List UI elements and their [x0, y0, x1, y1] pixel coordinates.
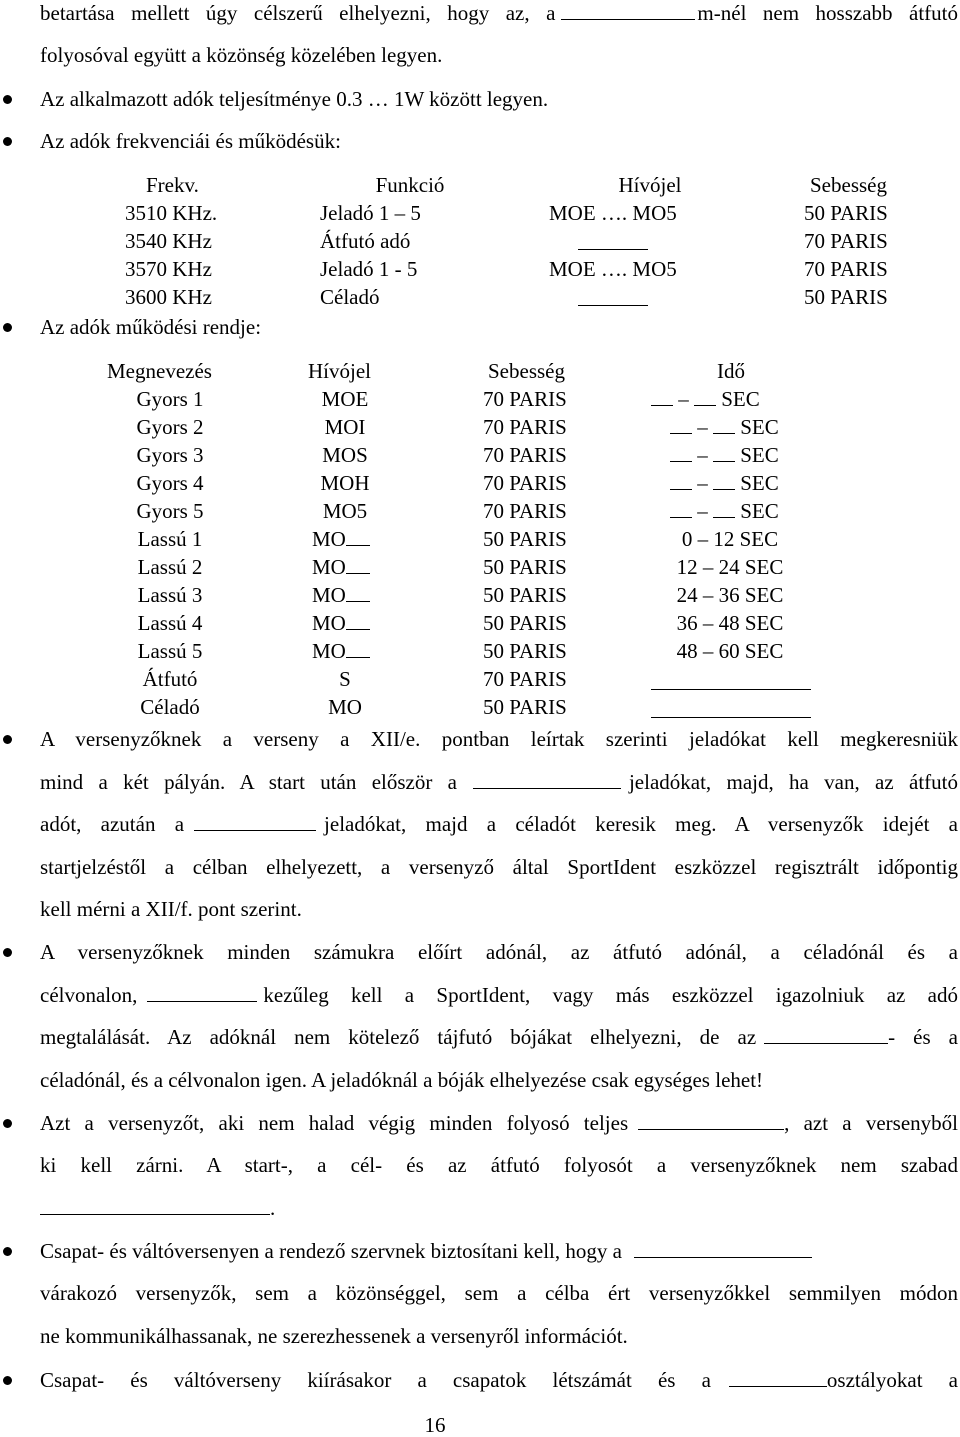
page-number: 16: [424, 1413, 446, 1437]
table-header-cell: Sebesség: [810, 173, 887, 197]
text-segment: mind a két pályán. A start után először a: [40, 770, 457, 794]
unit-text: SEC: [740, 499, 779, 523]
text-segment: jeladókat, majd a céladót keresik meg. A versenyzők idejét a: [324, 812, 958, 836]
fill-in-blank: [578, 285, 648, 306]
table-cell: 3570 KHz: [125, 257, 212, 281]
callsign-text: MO: [312, 611, 346, 635]
dash-text: –: [678, 387, 689, 411]
fill-in-blank: [638, 1111, 784, 1130]
table-cell: Céladó: [140, 695, 200, 719]
table-cell: [651, 387, 760, 411]
fill-in-blank: [346, 527, 370, 546]
dash-text: –: [697, 415, 708, 439]
bullet-icon: [3, 948, 12, 957]
fill-in-blank: [651, 387, 673, 406]
table-cell: 50 PARIS: [483, 695, 567, 719]
table-cell: 70 PARIS: [483, 387, 567, 411]
bullet-icon: [3, 137, 12, 146]
table-cell: 50 PARIS: [804, 285, 888, 309]
table-cell: Átfutó: [142, 667, 198, 691]
table-cell: Lassú 2: [137, 555, 203, 579]
text-line: céladónál, és a célvonalon igen. A jeladóknál a bóják elhelyezése csak egységes lehet!: [40, 1068, 764, 1092]
fill-in-blank: [346, 555, 370, 574]
text-segment: Csapat- és váltóversenyen a rendező szervnek biztosítani kell, hogy a: [40, 1239, 622, 1263]
table-cell: [670, 499, 779, 523]
text-segment: célvonalon,: [40, 983, 138, 1007]
table-cell: 70 PARIS: [483, 443, 567, 467]
fill-in-blank: [346, 639, 370, 658]
text-segment: jeladókat, majd, ha van, az átfutó: [628, 770, 958, 794]
fill-in-blank: [473, 770, 621, 789]
bullet-icon: [3, 1247, 12, 1256]
bullet-icon: [3, 735, 12, 744]
table-cell: MOE …. MO5: [549, 257, 677, 281]
table-cell: Gyors 1: [136, 387, 204, 411]
text-line: Az adók működési rendje:: [40, 315, 262, 339]
table-cell: Lassú 1: [137, 527, 203, 551]
fill-in-blank: [670, 443, 692, 462]
dash-text: –: [697, 471, 708, 495]
table-cell: 50 PARIS: [483, 583, 567, 607]
table-cell: MOI: [324, 415, 366, 439]
fill-in-blank: [346, 583, 370, 602]
table-cell: Gyors 5: [136, 499, 204, 523]
text-segment: osztályokat a: [826, 1368, 958, 1392]
text-line: A versenyzőknek minden számukra előírt adónál, az átfutó adónál, a céladónál és a: [40, 940, 958, 964]
table-cell: 70 PARIS: [483, 471, 567, 495]
text-line: [40, 812, 958, 836]
text-segment: Azt a versenyzőt, aki nem halad végig minden folyosó teljes: [40, 1111, 629, 1135]
table-cell: [670, 443, 779, 467]
table-cell: [670, 415, 779, 439]
table-cell: 50 PARIS: [483, 527, 567, 551]
table-header-cell: Funkció: [375, 173, 445, 197]
table-cell: S: [339, 667, 351, 691]
unit-text: SEC: [740, 471, 779, 495]
table-cell: 70 PARIS: [804, 229, 888, 253]
bullet-icon: [3, 1376, 12, 1385]
table-header-cell: Megnevezés: [107, 359, 212, 383]
callsign-text: MO: [312, 527, 346, 551]
callsign-text: MO: [312, 639, 346, 663]
table-cell: 36 – 48 SEC: [676, 611, 784, 635]
fill-in-blank: [40, 1196, 270, 1215]
table-cell: 48 – 60 SEC: [676, 639, 784, 663]
bullet-icon: [3, 323, 12, 332]
text-line: [40, 1368, 958, 1392]
table-cell: Lassú 4: [137, 611, 203, 635]
text-segment: kezűleg kell a SportIdent, vagy más eszközzel igazolniuk az adó: [263, 983, 958, 1007]
fill-in-blank: [713, 471, 735, 490]
text-segment: adót, azután a: [40, 812, 185, 836]
text-segment: Csapat- és váltóverseny kiírásakor a csapatok létszámát és a: [40, 1368, 711, 1392]
fill-in-blank: [578, 229, 648, 250]
text-line: [40, 770, 958, 794]
table-cell: Lassú 3: [137, 583, 203, 607]
text-line: [40, 1025, 958, 1049]
text-line: kell mérni a XII/f. pont szerint.: [40, 897, 302, 921]
table-cell: [312, 555, 370, 579]
fill-in-blank: [670, 415, 692, 434]
fill-in-blank: [346, 611, 370, 630]
text-line: [40, 1, 958, 25]
unit-text: SEC: [740, 415, 779, 439]
text-line: [40, 983, 958, 1007]
text-segment: betartása mellett úgy célszerű elhelyezni, hogy az, a: [40, 1, 556, 25]
table-cell: 50 PARIS: [483, 639, 567, 663]
table-cell: MOE …. MO5: [549, 201, 677, 225]
text-segment: m-nél nem hosszabb átfutó: [697, 1, 959, 25]
table-header-cell: Sebesség: [488, 359, 565, 383]
text-line: [40, 1196, 958, 1220]
text-line: Az adók frekvenciái és működésük:: [40, 129, 341, 153]
table-cell: Céladó: [320, 285, 380, 309]
table-cell: Átfutó adó: [320, 229, 411, 253]
fill-in-blank: [651, 695, 811, 718]
callsign-text: MO: [312, 583, 346, 607]
fill-in-blank: [147, 983, 257, 1002]
table-cell: [670, 471, 779, 495]
table-cell: Jeladó 1 – 5: [320, 201, 421, 225]
table-cell: Lassú 5: [137, 639, 203, 663]
table-header-cell: Hívójel: [308, 359, 371, 383]
table-cell: MO5: [322, 499, 368, 523]
table-cell: 70 PARIS: [804, 257, 888, 281]
fill-in-blank: [670, 471, 692, 490]
fill-in-blank: [713, 443, 735, 462]
table-cell: 3510 KHz.: [125, 201, 218, 225]
table-cell: 3540 KHz: [125, 229, 212, 253]
fill-in-blank: [194, 812, 316, 831]
table-cell: MOE: [321, 387, 369, 411]
table-header-cell: Hívójel: [618, 173, 682, 197]
text-line: [40, 1239, 958, 1263]
text-line: Az alkalmazott adók teljesítménye 0.3 … 1W között legyen.: [40, 87, 549, 111]
table-cell: [312, 611, 370, 635]
text-line: ne kommunikálhassanak, ne szerezhessenek a versenyről információt.: [40, 1324, 628, 1348]
table-cell: 70 PARIS: [483, 415, 567, 439]
fill-in-blank: [764, 1025, 888, 1044]
unit-text: SEC: [721, 387, 760, 411]
table-header-cell: Idő: [717, 359, 745, 383]
table-cell: MO: [328, 695, 362, 719]
fill-in-blank: [634, 1239, 812, 1258]
callsign-text: MO: [312, 555, 346, 579]
fill-in-blank: [651, 667, 811, 690]
dash-text: –: [697, 443, 708, 467]
table-cell: 0 – 12 SEC: [681, 527, 779, 551]
text-segment: megtalálását. Az adóknál nem kötelező tájfutó bójákat elhelyezni, de az: [40, 1025, 757, 1049]
text-line: startjelzéstől a célban elhelyezett, a versenyző által SportIdent eszközzel regisztrált időpontig: [40, 855, 958, 879]
text-line: folyosóval együtt a közönség közelében legyen.: [40, 43, 443, 67]
table-cell: 50 PARIS: [483, 555, 567, 579]
table-cell: MOH: [320, 471, 370, 495]
text-segment: .: [270, 1196, 276, 1220]
text-line: ki kell zárni. A start-, a cél- és az átfutó folyosót a versenyzőknek nem szabad: [40, 1153, 958, 1177]
table-cell: Jeladó 1 - 5: [320, 257, 418, 281]
table-cell: 24 – 36 SEC: [676, 583, 784, 607]
table-cell: 12 – 24 SEC: [676, 555, 784, 579]
table-cell: Gyors 2: [136, 415, 204, 439]
fill-in-blank: [561, 1, 695, 20]
table-cell: 50 PARIS: [483, 611, 567, 635]
table-cell: Gyors 3: [136, 443, 204, 467]
table-cell: 50 PARIS: [804, 201, 888, 225]
table-cell: MOS: [322, 443, 368, 467]
fill-in-blank: [713, 415, 735, 434]
table-cell: [312, 527, 370, 551]
table-cell: 70 PARIS: [483, 499, 567, 523]
table-cell: [312, 639, 370, 663]
text-line: várakozó versenyzők, sem a közönséggel, sem a célba ért versenyzőkkel semmilyen módon: [40, 1281, 958, 1305]
fill-in-blank: [729, 1368, 827, 1387]
table-cell: Gyors 4: [136, 471, 204, 495]
bullet-icon: [3, 95, 12, 104]
text-segment: , azt a versenyből: [784, 1111, 958, 1135]
dash-text: –: [697, 499, 708, 523]
text-segment: - és a: [888, 1025, 958, 1049]
fill-in-blank: [670, 499, 692, 518]
fill-in-blank: [713, 499, 735, 518]
table-cell: 70 PARIS: [483, 667, 567, 691]
text-line: A versenyzőknek a verseny a XII/e. pontban leírtak szerinti jeladókat kell megkeresniük: [40, 727, 958, 751]
bullet-icon: [3, 1119, 12, 1128]
fill-in-blank: [694, 387, 716, 406]
table-cell: [312, 583, 370, 607]
text-line: [40, 1111, 958, 1135]
table-header-cell: Frekv.: [146, 173, 199, 197]
table-cell: 3600 KHz: [125, 285, 212, 309]
unit-text: SEC: [740, 443, 779, 467]
